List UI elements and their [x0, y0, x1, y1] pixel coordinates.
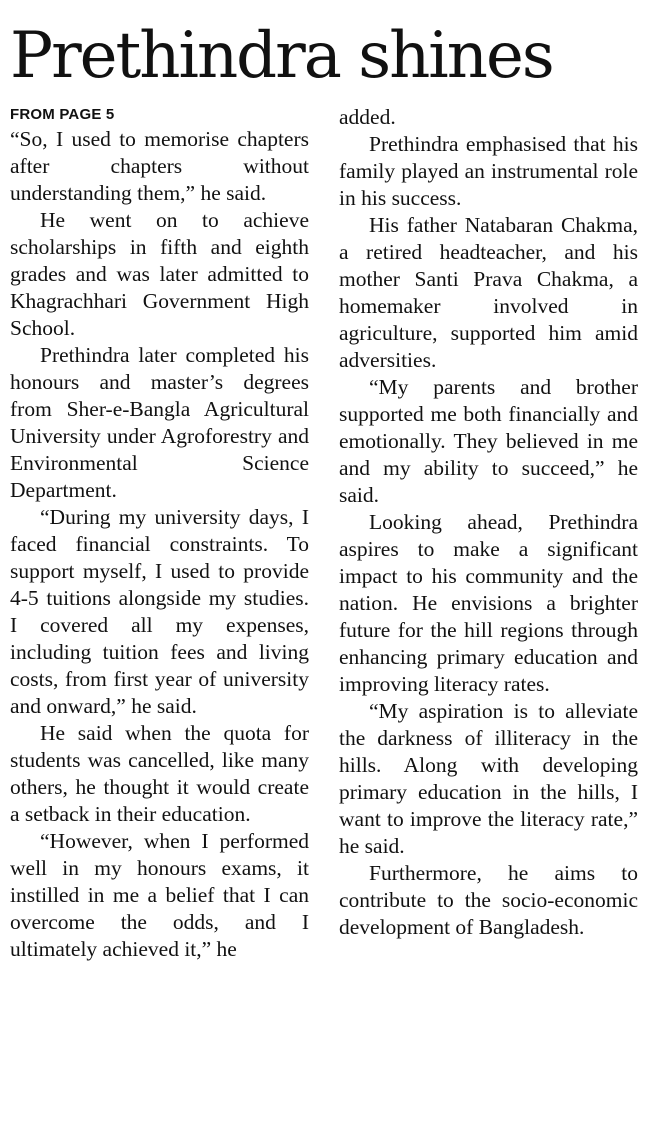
paragraph: He went on to achieve scholarships in fifth and eighth grades and was later admitted to Khagrachhari Government High School.	[10, 208, 309, 340]
paragraph: “However, when I performed well in my honours exams, it instilled in me a belief that I can overcome the odds, and I ultimately achieved it,” he	[10, 829, 309, 961]
paragraph: Prethindra emphasised that his family played an instrumental role in his success.	[339, 132, 638, 210]
paragraph: He said when the quota for students was cancelled, like many others, he thought it would create a setback in their education.	[10, 721, 309, 826]
paragraph: “So, I used to memorise chapters after chapters without understanding them,” he said.	[10, 127, 309, 205]
paragraph: His father Natabaran Chakma, a retired headteacher, and his mother Santi Prava Chakma, a homemaker involved in agriculture, supported him amid adversities.	[339, 213, 638, 372]
paragraph: “During my university days, I faced financial constraints. To support myself, I used to provide 4-5 tuitions alongside my studies. I covered all my expenses, including tuition fees and living costs, from first year of university and onward,” he said.	[10, 505, 309, 718]
paragraph: Prethindra later completed his honours and master’s degrees from Sher-e-Bangla Agricultural University under Agroforestry and Environmental Science Department.	[10, 343, 309, 502]
paragraph: Furthermore, he aims to contribute to the socio-economic development of Bangladesh.	[339, 861, 638, 939]
paragraph: “My aspiration is to alleviate the darkness of illiteracy in the hills. Along with developing primary education in the hills, I want to improve the literacy rate,” he said.	[339, 699, 638, 858]
paragraph: “My parents and brother supported me both financially and emotionally. They believed in me and my ability to succeed,” he said.	[339, 375, 638, 507]
headline: Prethindra shines	[10, 19, 553, 93]
right-column	[339, 104, 638, 941]
paragraph: added.	[339, 105, 396, 129]
paragraph: Looking ahead, Prethindra aspires to make a significant impact to his community and the nation. He envisions a brighter future for the hill regions through enhancing primary education and improving literacy rates.	[339, 510, 638, 696]
left-column	[10, 104, 309, 963]
continued-from-label: FROM PAGE 5	[10, 106, 115, 123]
